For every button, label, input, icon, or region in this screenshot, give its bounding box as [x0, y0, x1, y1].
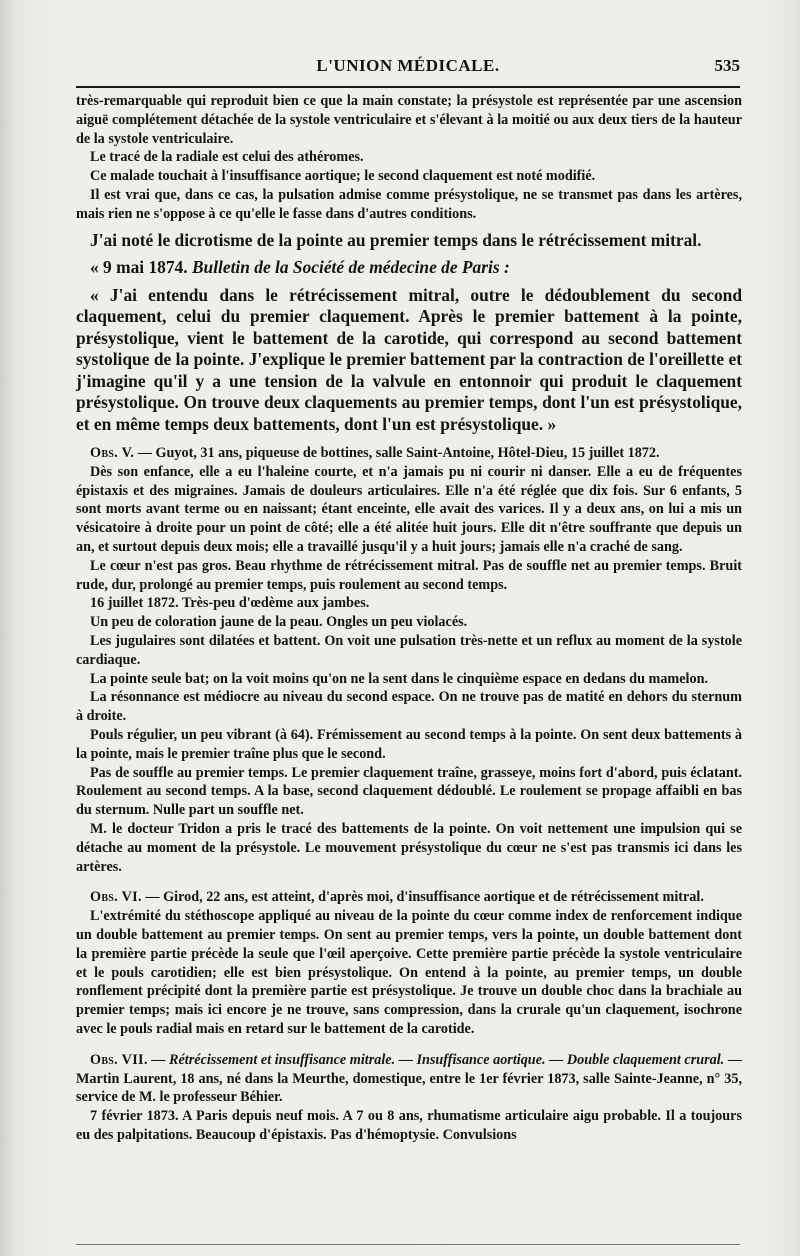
paragraph: La pointe seule bat; on la voit moins qu'on ne la sent dans le cinquième espace en dedans du mamelon.: [90, 670, 709, 687]
observation-label: Obs. V.: [90, 445, 135, 462]
paragraph: Un peu de coloration jaune de la peau. Ongles un peu violacés.: [90, 614, 468, 631]
paragraph: Les jugulaires sont dilatées et battent. On voit une pulsation très-nette et un reflux au moment de la systole cardiaque.: [76, 633, 742, 668]
paragraph: Pas de souffle au premier temps. Le premier claquement traîne, grasseye, moins fort d'abord, puis éclatant. Roulement au second temps. A la base, second claquement dédoublé. Le roulement se propage affaibli en bas du sternum. Nulle part un souffle net.: [76, 764, 742, 819]
page-number: 535: [714, 56, 740, 75]
header-rule: [76, 86, 740, 88]
paragraph: M. le docteur Tridon a pris le tracé des battements de la pointe. On voit nettement une impulsion qui se détache au moment de la présystole. Le mouvement présystolique du cœur ne s'est pas transmis ici dans les artères.: [76, 821, 742, 875]
citation-date: « 9 mai 1874.: [90, 257, 192, 278]
paragraph: Le tracé de la radiale est celui des athéromes.: [90, 149, 364, 166]
observation-heading: [76, 888, 742, 907]
page-header: [76, 56, 740, 80]
paragraph: 16 juillet 1872. Très-peu d'œdème aux jambes.: [90, 595, 370, 612]
observation-label: Obs. VI.: [90, 889, 142, 906]
section-prior-case: [76, 92, 742, 224]
observation-heading: [76, 444, 742, 463]
paragraph: Il est vrai que, dans ce cas, la pulsation admise comme présystolique, ne se transmet pas dans les artères, mais rien ne s'oppose à ce qu'elle le fasse dans d'autres conditions.: [76, 186, 742, 222]
paragraph: très-remarquable qui reproduit bien ce que la main constate; la présystole est représentée par une ascension aiguë complétement détachée de la systole ventriculaire et s'élevant à la moitié ou aux deux tiers de la hauteur de la systole ventriculaire.: [76, 93, 742, 147]
observation-intro: — Guyot, 31 ans, piqueuse de bottines, salle Saint-Antoine, Hôtel-Dieu, 15 juillet 1872.: [134, 445, 660, 462]
observation-7: [76, 1051, 742, 1145]
observation-label: Obs. VII.: [90, 1051, 148, 1068]
page-body: [76, 92, 742, 1145]
running-title: L'UNION MÉDICALE.: [316, 56, 500, 75]
paragraph: Pouls régulier, un peu vibrant (à 64). Frémissement au second temps à la pointe. On sent deux battements à la pointe, mais le premier traîne plus que le second.: [76, 727, 742, 762]
citation-source: Bulletin de la Société de médecine de Paris :: [191, 257, 510, 278]
bottom-edge-rule: [76, 1244, 740, 1245]
paragraph: La résonnance est médiocre au niveau du second espace. On ne trouve pas de matité en dehors du sternum à droite.: [76, 689, 742, 725]
section-dicrotism: [76, 230, 742, 436]
observation-intro: — Girod, 22 ans, est atteint, d'après moi, d'insuffisance aortique et de rétrécissement mitral.: [141, 889, 704, 906]
observation-6: [76, 888, 742, 1038]
paragraph: Ce malade touchait à l'insuffisance aortique; le second claquement est noté modifié.: [90, 168, 596, 185]
observation-5: [76, 444, 742, 876]
observation-heading: [76, 1051, 742, 1107]
quoted-paragraph: « J'ai entendu dans le rétrécissement mitral, outre le dédoublement du second claquement, celui du premier claquement. Après le premier battement à la pointe, présystolique, vient le battement de la carotide, qui correspond au second battement systolique de la pointe. J'explique le premier battement par la contraction de l'oreillette et j'imagine qu'il y a une tension de la valvule en entonnoir qui produit le claquement présystolique. On trouve deux claquements au premier temps, dont l'un est présystolique, et en même temps deux battements, dont l'un est présystolique. »: [76, 284, 742, 434]
observation-title: — Rétrécissement et insuffisance mitrale. — Insuffisance aortique. — Double claquement crural.: [147, 1051, 725, 1068]
paragraph: L'extrémité du stéthoscope appliqué au niveau de la pointe du cœur comme index de renforcement indique un double battement au premier temps. On sent au premier temps, vers la pointe, un double battement dont la première partie précède la seule que l'œil aperçoive. Cette première partie précède la systole ventriculaire et le pouls carotidien; elle est bien présystolique. On entend à la pointe, au premier temps, un double ronflement précipité dont la première partie est présystolique. Je trouve un double choc dans la brachiale au premier temps; mais ici encore je ne trouve, sans compression, dans la crurale qu'un claquement, isochrone avec le pouls radial mais en retard sur le battement de la carotide.: [76, 908, 742, 1037]
paragraph: J'ai noté le dicrotisme de la pointe au premier temps dans le rétrécissement mitral.: [90, 229, 702, 250]
observation-intro: — Martin Laurent, 18 ans, né dans la Meurthe, domestique, entre le 1er février 1873, salle Sainte-Jeanne, n° 35, service de M. le professeur Béhier.: [76, 1051, 743, 1106]
paragraph: Dès son enfance, elle a eu l'haleine courte, et n'a jamais pu ni courir ni danser. Elle a eu de fréquentes épistaxis et des migraines. Jamais de douleurs articulaires. Elle n'a été réglée que dix fois. Sur 6 enfants, 5 sont morts avant terme ou en naissant; étant enceinte, elle avait des varices. Il y a deux ans, on lui a mis un vésicatoire à droite pour un point de côté; elle a été alitée huit jours. Elle dit n'être souffrante que depuis un an, et surtout depuis deux mois; elle a travaillé jusqu'il y a huit jours; jamais elle n'a craché de sang.: [76, 463, 742, 556]
paragraph: 7 février 1873. A Paris depuis neuf mois. A 7 ou 8 ans, rhumatisme articulaire aigu probable. Il a toujours eu des palpitations. Beaucoup d'épistaxis. Pas d'hémoptysie. Convulsions: [76, 1108, 742, 1143]
paragraph: Le cœur n'est pas gros. Beau rhythme de rétrécissement mitral. Pas de souffle net au premier temps. Bruit rude, dur, prolongé au premier temps, puis roulement au second temps.: [76, 557, 742, 593]
citation-line: [76, 257, 742, 279]
